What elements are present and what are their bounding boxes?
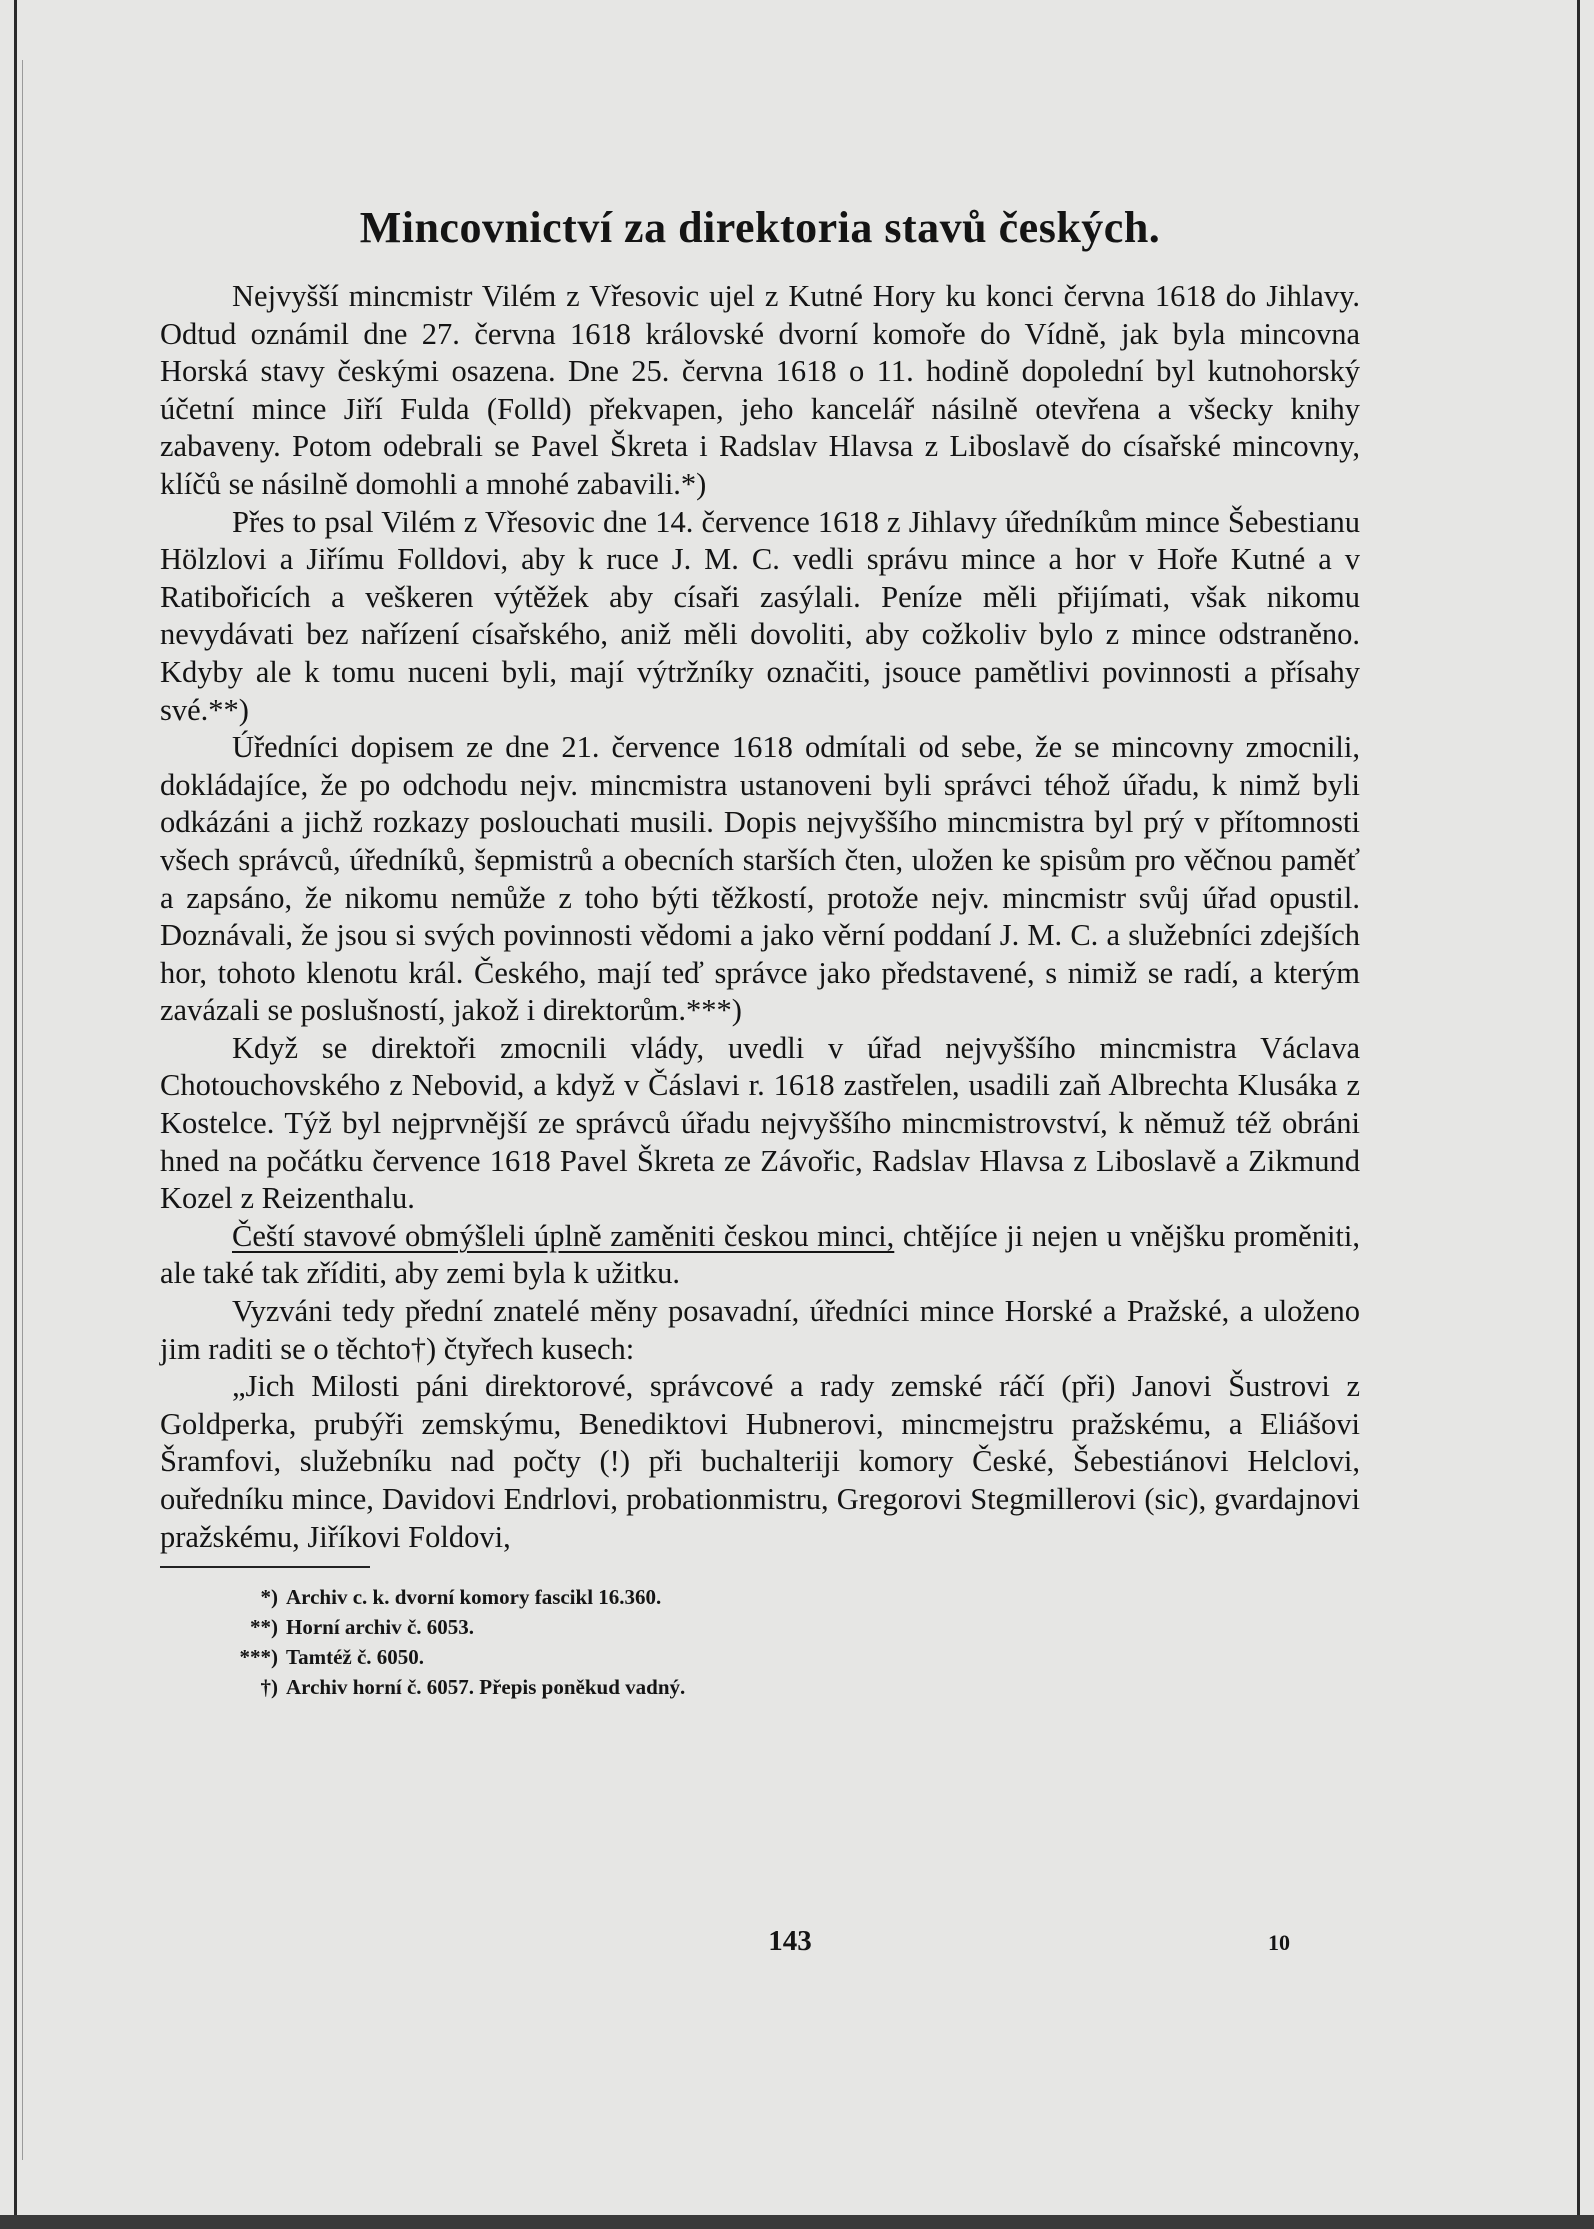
footnote-mark: ***) <box>239 1645 278 1670</box>
paragraph-4: Když se direktoři zmocnili vlády, uvedli v úřad nejvyššího mincmistra Václava Chotouchovského z Nebovid, a když v Čáslavi r. 1618 zastřelen, usadili zaň Albrechta Klusáka z Kostelce. Týž byl nejprvnější ze správců úřadu nejvyššího mincmistrovství, k němuž též obráni hned na počátku července 1618 Pavel Škreta ze Závořic, Radslav Hlavsa z Liboslavě a Zikmund Kozel z Reizenthalu. <box>160 1030 1360 1216</box>
footnote-mark: †) <box>260 1675 278 1700</box>
footnote-text: Horní archiv č. 6053. <box>286 1615 475 1640</box>
footnote-text: Archiv horní č. 6057. Přepis poněkud vadný. <box>286 1675 686 1700</box>
footnote-mark: **) <box>250 1615 278 1640</box>
footnote-text: Archiv c. k. dvorní komory fascikl 16.360. <box>286 1585 662 1610</box>
page-number: 143 <box>768 1925 812 1957</box>
page-title: Mincovnictví za direktoria stavů českých. <box>359 203 1161 252</box>
paragraph-5 <box>160 1218 1360 1293</box>
footnote <box>160 1582 1360 1612</box>
page-edge-bottom <box>0 2215 1594 2229</box>
footnote <box>160 1642 1360 1672</box>
footnote <box>160 1612 1360 1642</box>
page-binding-edge-left <box>14 0 17 2229</box>
paragraph-3: Úředníci dopisem ze dne 21. července 1618 odmítali od sebe, že se mincovny zmocnili, dokládajíce, že po odchodu nejv. mincmistra ustanoveni byli správci téhož úřadu, k nimž byli odkázáni a jichž rozkazy poslouchati musili. Dopis nejvyššího mincmistra byl prý v přítomnosti všech správců, úředníků, šepmistrů a obecních starších čten, uložen ke spisům pro věčnou paměť a zapsáno, že nikomu nemůže z toho býti těžkostí, protože nejv. mincmistr svůj úřad opustil. Doznávali, že jsou si svých povinnosti vědomi a jako věrní poddaní J. M. C. a služebníci zdejších hor, tohoto klenotu král. Českého, mají teď správce jako představené, s nimiž se radí, a kterým zavázali se poslušností, jakož i direktorům.***) <box>160 730 1360 1028</box>
underlined-phrase: Čeští stavové obmýšleli úplně zaměniti českou minci, <box>232 1218 895 1253</box>
paragraph-1: Nejvyšší mincmistr Vilém z Vřesovic ujel z Kutné Hory ku konci června 1618 do Jihlavy. Odtud oznámil dne 27. června 1618 královské dvorní komoře do Vídně, jak byla mincovna Horská stavy českými osazena. Dne 25. června 1618 o 11. hodině dopolední byl kutnohorský účetní mince Jiří Fulda (Folld) překvapen, jeho kancelář násilně otevřena a všecky knihy zabaveny. Potom odebrali se Pavel Škreta i Radslav Hlavsa z Liboslavě do císařské mincovny, klíčů se násilně domohli a mnohé zabavili.*) <box>160 279 1360 501</box>
footnote-text: Tamtéž č. 6050. <box>286 1645 425 1670</box>
paragraph-7: „Jich Milosti páni direktorové, správcové a rady zemské ráčí (při) Janovi Šustrovi z Goldperka, prubýři zemskýmu, Benediktovi Hubnerovi, mincmejstru pražskému, a Eliášovi Šramfovi, služebníku nad počty (!) při buchalteriji komory České, Šebestiánovi Helclovi, ouředníku mince, Davidovi Endrlovi, probationmistru, Gregorovi Stegmillerovi (sic), gvardajnovi pražskému, Jiříkovi Foldovi, <box>160 1369 1360 1554</box>
footnotes <box>160 1582 1360 1702</box>
page-content <box>160 200 1360 1702</box>
footnote <box>160 1672 1360 1702</box>
paragraph-5-rest: chtějíce ji nejen u vnějšku proměniti, ale také tak zříditi, aby zemi byla k užitku. <box>160 1218 1360 1291</box>
paragraph-2: Přes to psal Vilém z Vřesovic dne 14. července 1618 z Jihlavy úředníkům mince Šebestianu Hölzlovi a Jiřímu Folldovi, aby k ruce J. M. C. vedli správu mince a hor v Hoře Kutné a v Ratibořicích a veškeren výtěžek aby císaři zasýlali. Peníze měli přijímati, však nikomu nevydávati bez nařízení císařského, aniž měli dovoliti, aby cožkoliv bylo z mince odstraněno. Kdyby ale k tomu nuceni byli, mají výtržníky označiti, jsouce pamětlivi povinnosti a přísahy své.**) <box>160 504 1360 727</box>
page-binding-line <box>22 60 23 2160</box>
sheet-signature-number: 10 <box>1268 1930 1290 1955</box>
paragraph-6: Vyzváni tedy přední znatelé měny posavadní, úředníci mince Horské a Pražské, a uloženo jim raditi se o těchto†) čtyřech kusech: <box>160 1294 1360 1366</box>
footnote-divider <box>160 1566 370 1568</box>
footnote-mark: *) <box>260 1585 278 1610</box>
page-edge-right <box>1577 0 1580 2229</box>
